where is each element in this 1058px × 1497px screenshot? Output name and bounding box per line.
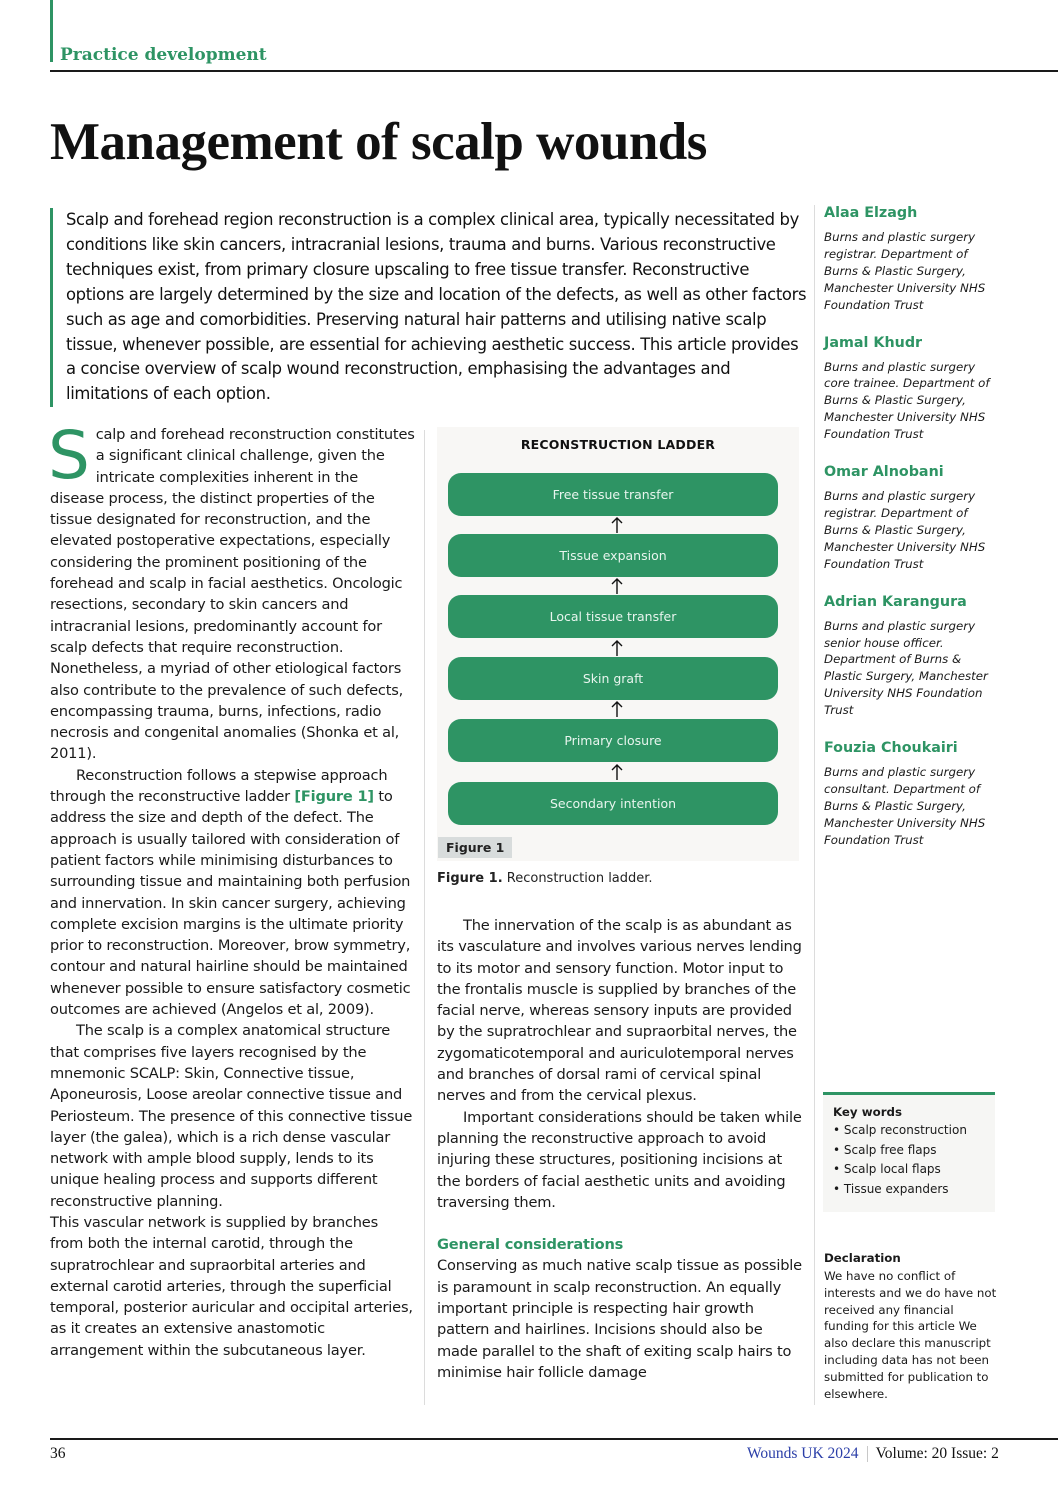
sidebar-divider (814, 205, 815, 1405)
figure-tag: Figure 1 (438, 837, 512, 858)
author-entry (824, 205, 999, 314)
section-label: Practice development (60, 45, 267, 65)
body-paragraph: The innervation of the scalp is as abundant as its vasculature and involves various nerves lending to its motor and sensory function. Motor input to the frontalis muscle is supplied by branches of the facial nerve, whereas sensory inputs are provided by the supratrochlear and supraorbital nerves, the zygomaticotemporal and auriculotemporal nerves and branches of dorsal rami of cervical spinal nerves and from the cervical plexus. (437, 917, 802, 1105)
ladder-rung-free-tissue-transfer: Free tissue transfer (448, 473, 778, 516)
footer-rule (50, 1438, 1058, 1440)
author-entry (824, 464, 999, 573)
keyword-item: • Tissue expanders (833, 1180, 985, 1200)
author-entry (824, 740, 999, 849)
author-affiliation: Burns and plastic surgery registrar. Department of Burns & Plastic Surgery, Manchester University NHS Foundation Trust (824, 489, 986, 571)
body-paragraph: The scalp is a complex anatomical structure that comprises five layers recognised by the mnemonic SCALP: Skin, Connective tissue, Aponeurosis, Loose areolar connective tissue and Periosteum. The presence of this connective tissue layer (the galea), which is a rich dense vascular network with ample blood supply, lends to its unique healing process and supports different reconstructive planning. (50, 1022, 413, 1210)
author-affiliation: Burns and plastic surgery core trainee. Department of Burns & Plastic Surgery, Manchester University NHS Foundation Trust (824, 359, 990, 442)
author-name: Alaa Elzagh (824, 205, 918, 221)
author-name: Fouzia Choukairi (824, 740, 958, 757)
ladder-rung-local-tissue-transfer: Local tissue transfer (448, 595, 778, 638)
figure-title: RECONSTRUCTION LADDER (520, 437, 716, 452)
figure-1-link[interactable]: [Figure 1] (294, 788, 374, 806)
drop-cap: S (48, 417, 90, 494)
figure-caption: Figure 1. Reconstruction ladder. (437, 871, 653, 886)
keyword-item: • Scalp free flaps (833, 1141, 985, 1161)
ladder-rung-primary-closure: Primary closure (448, 719, 778, 762)
author-name: Omar Alnobani (824, 464, 944, 481)
declaration-title: Declaration (824, 1251, 901, 1265)
volume-issue: Volume: 20 Issue: 2 (875, 1445, 999, 1462)
standfirst-text: Scalp and forehead region reconstruction is a complex clinical area, typically necessitated by conditions like skin cancers, intracranial lesions, trauma and burns. Various reconstructive techniques exist, from primary closure upscaling to free tissue transfer. Reconstructive options are largely determined by the size and location of the defects, as well as other factors such as age and comorbidities. Preserving natural hair patterns and utilising native scalp tissue, whenever possible, are essential for achieving aesthetic success. This article provides a concise overview of scalp wound reconstruction, emphasising the advantages and limitations of each option. (66, 210, 807, 404)
footer-separator (867, 1446, 868, 1462)
body-paragraph: Important considerations should be taken while planning the reconstructive approach to avoid injuring these structures, positioning incisions at the borders of facial aesthetic units and avoiding traversing them. (437, 1108, 802, 1211)
section-heading-general-considerations: General considerations (437, 1236, 624, 1254)
header-rule (50, 70, 1058, 72)
declaration (824, 1251, 999, 1402)
ladder-rung-tissue-expansion: Tissue expansion (448, 534, 778, 577)
arrow-up-icon (610, 577, 624, 595)
arrow-up-icon (610, 516, 624, 534)
arrow-up-icon (610, 639, 624, 657)
keywords-title: Key words (833, 1105, 903, 1119)
body-paragraph: Scalp and forehead reconstruction constitutes a significant clinical challenge, given the intricate complexities inherent in the disease process, the distinct properties of the tissue designated for reconstruction, and the elevated postoperative expectations, especially considering the prominent positioning of the forehead and scalp in facial aesthetics. Oncologic resections, secondary to skin cancers and intracranial lesions, predominantly account for scalp defects that require reconstruction. Nonetheless, a myriad of other etiological factors also contribute to the prevalence of such defects, encompassing trauma, burns, infections, radio necrosis and congenital anomalies (Shonka et al, 2011). (48, 417, 415, 763)
body-paragraph: Conserving as much native scalp tissue as possible is paramount in scalp reconstruction. An equally important principle is respecting hair growth pattern and hairlines. Incisions should also be made parallel to the shaft of exiting scalp hairs to minimise hair follicle damage (437, 1257, 802, 1381)
header-accent-bar (50, 0, 53, 62)
page-number: 36 (50, 1445, 66, 1462)
keywords-box (823, 1092, 995, 1212)
author-affiliation: Burns and plastic surgery registrar. Department of Burns & Plastic Surgery, Manchester University NHS Foundation Trust (824, 230, 986, 312)
ladder-rung-skin-graft: Skin graft (448, 657, 778, 700)
body-column-left (48, 417, 415, 1361)
article-title: Management of scalp wounds (50, 113, 707, 171)
author-affiliation: Burns and plastic surgery senior house officer. Department of Burns & Plastic Surgery, Manchester University NHS Foundation Trust (824, 618, 988, 718)
body-paragraph: Reconstruction follows a stepwise approach through the reconstructive ladder [Figure 1] to address the size and depth of the defect. The approach is usually tailored with consideration of patient factors while minimising disturbances to surrounding tissue and maintaining both perfusion and innervation. In skin cancer surgery, achieving complete excision margins is the ultimate priority prior to reconstruction. Moreover, brow symmetry, contour and natural hairline should be maintained whenever possible to ensure satisfactory cosmetic outcomes are achieved (Angelos et al, 2009). (50, 766, 411, 1019)
journal-name: Wounds UK 2024 (747, 1445, 859, 1462)
ladder-rung-secondary-intention: Secondary intention (448, 782, 778, 825)
journal-info (747, 1445, 999, 1463)
declaration-text: We have no conflict of interests and we do have not received any financial funding for this article We also declare this manuscript including data has not been submitted for publication to elsewhere. (824, 1269, 997, 1401)
figure-reconstruction-ladder (437, 427, 799, 861)
author-affiliation: Burns and plastic surgery consultant. Department of Burns & Plastic Surgery, Manchester University NHS Foundation Trust (824, 765, 986, 847)
arrow-up-icon (610, 700, 624, 718)
body-paragraph: This vascular network is supplied by branches from both the internal carotid, through the supratrochlear and supraorbital arteries and external carotid arteries, through the superficial temporal, posterior auricular and occipital arteries, as it creates an extensive anastomotic arrangement within the subcutaneous layer. (50, 1213, 413, 1359)
author-entry (824, 335, 999, 444)
keyword-item: • Scalp local flaps (833, 1160, 985, 1180)
author-list (824, 205, 999, 870)
author-entry (824, 594, 999, 719)
standfirst (50, 208, 810, 407)
author-name: Jamal Khudr (824, 334, 923, 351)
author-name: Adrian Karangura (824, 593, 967, 610)
body-column-middle (437, 915, 805, 1383)
column-divider (424, 430, 425, 1405)
arrow-up-icon (610, 763, 624, 781)
keyword-item: • Scalp reconstruction (833, 1121, 985, 1141)
